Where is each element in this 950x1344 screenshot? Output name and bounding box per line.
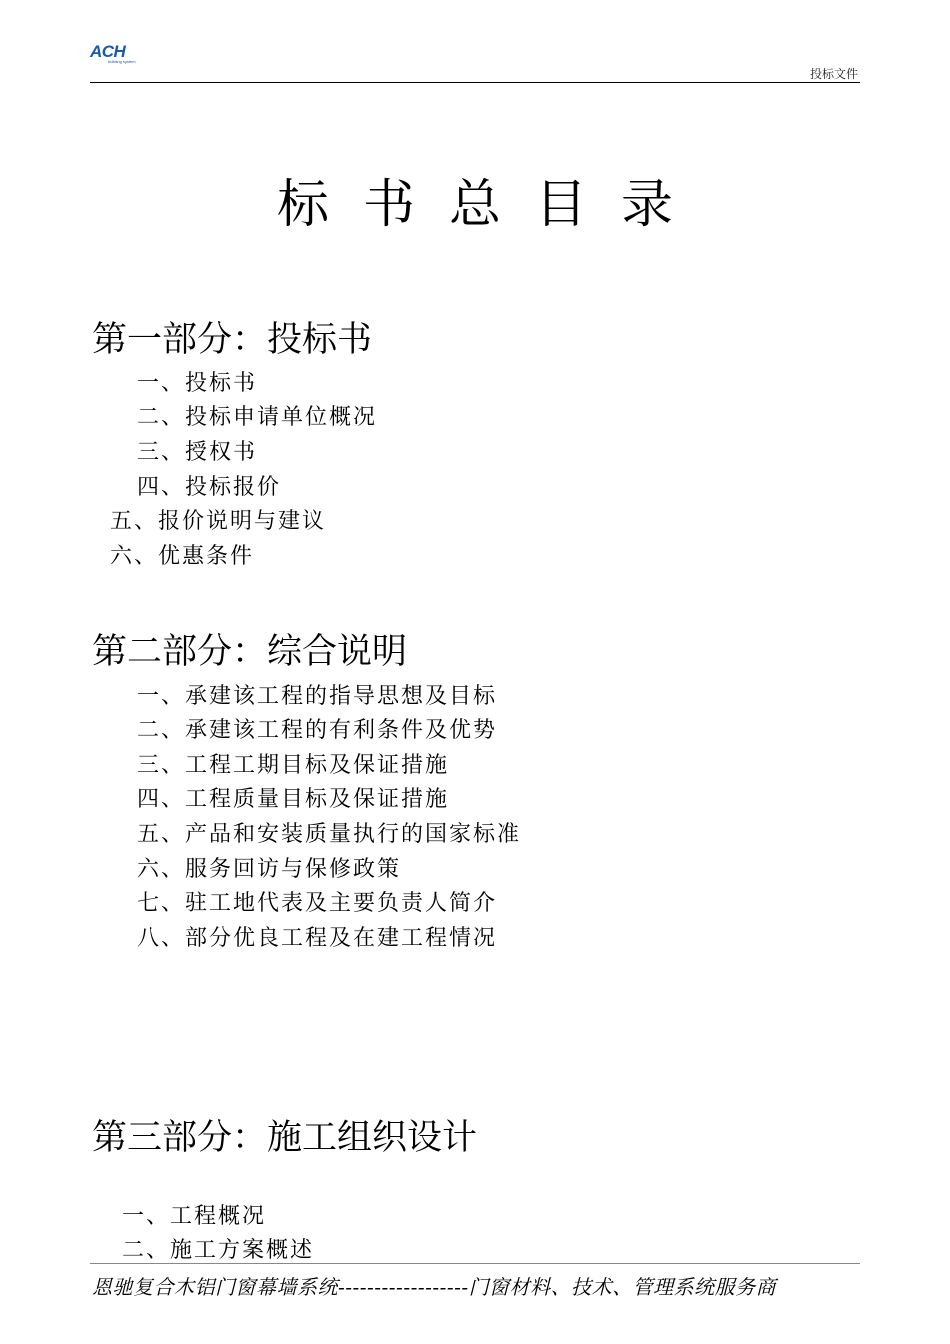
section-2-item: 六、服务回访与保修政策 — [137, 857, 402, 882]
section-3-item: 二、施工方案概述 — [122, 1238, 315, 1263]
logo-text: ACH — [90, 42, 126, 61]
section-1-item: 四、投标报价 — [137, 475, 282, 500]
section-title-1: 第一部分：投标书 — [92, 320, 373, 360]
logo-subtitle: building system — [108, 59, 136, 64]
section-2-item: 七、驻工地代表及主要负责人简介 — [137, 891, 498, 916]
section-title-3: 第三部分：施工组织设计 — [92, 1118, 478, 1158]
section-1-item: 六、优惠条件 — [110, 544, 255, 569]
header-divider — [90, 82, 860, 83]
section-2-item: 八、部分优良工程及在建工程情况 — [137, 926, 498, 951]
section-3-item: 一、工程概况 — [122, 1204, 267, 1229]
section-1-item: 一、投标书 — [137, 371, 258, 396]
company-logo — [90, 42, 150, 66]
section-1-item: 五、报价说明与建议 — [110, 509, 327, 534]
footer-divider — [90, 1263, 860, 1264]
section-2-item: 三、工程工期目标及保证措施 — [137, 753, 450, 778]
section-2-item: 五、产品和安装质量执行的国家标准 — [137, 822, 522, 847]
section-2-item: 四、工程质量目标及保证措施 — [137, 787, 450, 812]
header-doc-label: 投标文件 — [809, 67, 858, 81]
section-title-2: 第二部分：综合说明 — [92, 632, 408, 672]
section-1-item: 二、投标申请单位概况 — [137, 405, 378, 430]
section-1-item: 三、授权书 — [137, 440, 258, 465]
page-title: 标书总目录 — [276, 175, 707, 235]
section-2-item: 一、承建该工程的指导思想及目标 — [137, 684, 498, 709]
footer-text: 恩驰复合木铝门窗幕墙系统------------------门窗材料、技术、管理系统服务商 — [92, 1275, 777, 1299]
section-2-item: 二、承建该工程的有利条件及优势 — [137, 718, 498, 743]
